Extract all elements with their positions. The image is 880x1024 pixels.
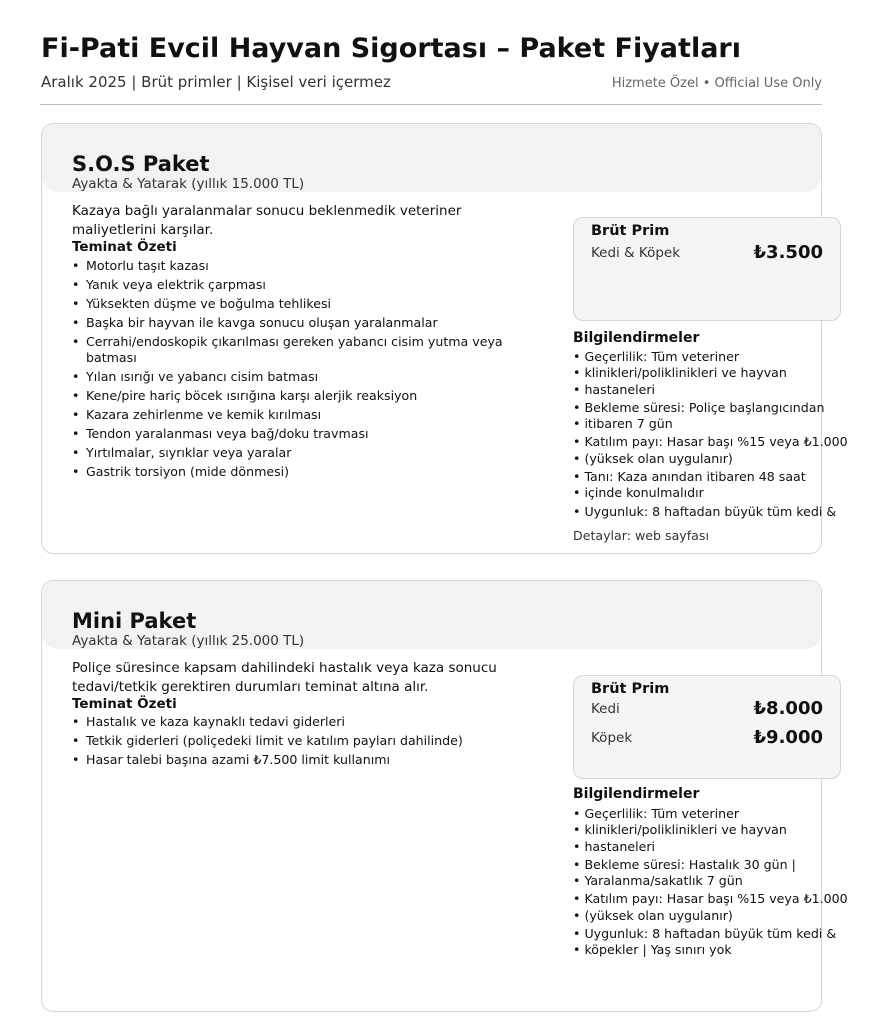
price-value: ₺9.000 xyxy=(753,727,823,748)
list-item: • Yılan ısırığı ve yabancı cisim batması xyxy=(72,369,542,385)
price-value: ₺8.000 xyxy=(753,698,823,719)
list-item: • Yüksekten düşme ve boğulma tehlikesi xyxy=(72,296,542,312)
price-label: Kedi & Köpek xyxy=(591,244,681,261)
list-item: • köpekler | Yaş sınırı yok xyxy=(573,942,863,958)
list-item: • Yanık veya elektrik çarpması xyxy=(72,277,542,293)
coverage-list xyxy=(72,258,542,483)
list-item: • içinde konulmalıdır xyxy=(573,485,863,501)
package-description: Poliçe süresince kapsam dahilindeki hastalık veya kaza sonucu tedavi/tetkik gerektiren durumları teminat altına alır. xyxy=(72,660,497,695)
header-divider xyxy=(40,104,822,105)
list-item: • Bekleme süresi: Hastalık 30 gün | xyxy=(573,857,863,873)
package-card-mini xyxy=(41,580,848,1012)
list-item: • Geçerlilik: Tüm veteriner xyxy=(573,806,863,822)
price-label: Kedi xyxy=(591,700,620,717)
package-card-sos xyxy=(41,123,848,554)
price-box xyxy=(573,217,841,321)
info-list xyxy=(573,806,863,959)
package-name: Mini Paket xyxy=(72,609,197,633)
info-title: Bilgilendirmeler xyxy=(573,330,700,346)
list-item: • Tanı: Kaza anından itibaren 48 saat xyxy=(573,469,863,485)
page-title: Fi-Pati Evcil Hayvan Sigortası – Paket Fiyatları xyxy=(41,33,741,64)
price-row xyxy=(591,242,823,263)
price-row xyxy=(591,698,823,719)
list-item: • hastaneleri xyxy=(573,839,863,855)
list-item: • Katılım payı: Hasar başı %15 veya ₺1.000 xyxy=(573,434,863,450)
list-item: • Kene/pire hariç böcek ısırığına karşı alerjik reaksiyon xyxy=(72,388,542,404)
list-item: • Başka bir hayvan ile kavga sonucu oluşan yaralanmalar xyxy=(72,315,542,331)
list-item: • hastaneleri xyxy=(573,382,863,398)
package-description: Kazaya bağlı yaralanmalar sonucu beklenmedik veteriner maliyetlerini karşılar. xyxy=(72,203,462,238)
list-item: • Tetkik giderleri (poliçedeki limit ve katılım payları dahilinde) xyxy=(72,733,542,749)
info-list xyxy=(573,349,863,520)
package-subtitle: Ayakta & Yatarak (yıllık 25.000 TL) xyxy=(72,633,305,649)
list-item: • Motorlu taşıt kazası xyxy=(72,258,542,274)
list-item: • Yırtılmalar, sıyrıklar veya yaralar xyxy=(72,445,542,461)
package-name: S.O.S Paket xyxy=(72,152,210,176)
coverage-title: Teminat Özeti xyxy=(72,239,177,255)
list-item: • Cerrahi/endoskopik çıkarılması gereken yabancı cisim yutma veya batması xyxy=(72,334,542,366)
price-row xyxy=(591,727,823,748)
info-title: Bilgilendirmeler xyxy=(573,786,700,802)
list-item: • Tendon yaralanması veya bağ/doku travması xyxy=(72,426,542,442)
list-item: • Katılım payı: Hasar başı %15 veya ₺1.000 xyxy=(573,891,863,907)
list-item: • Bekleme süresi: Poliçe başlangıcından xyxy=(573,400,863,416)
list-item: • Uygunluk: 8 haftadan büyük tüm kedi & xyxy=(573,504,863,520)
list-item: • Geçerlilik: Tüm veteriner xyxy=(573,349,863,365)
details-link[interactable]: Detaylar: web sayfası xyxy=(573,528,709,543)
list-item: • Hastalık ve kaza kaynaklı tedavi giderleri xyxy=(72,714,542,730)
list-item: • Gastrik torsiyon (mide dönmesi) xyxy=(72,464,542,480)
list-item: • Kazara zehirlenme ve kemik kırılması xyxy=(72,407,542,423)
price-title: Brüt Prim xyxy=(591,223,670,239)
price-value: ₺3.500 xyxy=(753,242,823,263)
list-item: • Hasar talebi başına azami ₺7.500 limit kullanımı xyxy=(72,752,542,768)
list-item: • Uygunluk: 8 haftadan büyük tüm kedi & xyxy=(573,926,863,942)
page-subtitle: Aralık 2025 | Brüt primler | Kişisel veri içermez xyxy=(41,73,391,91)
classification-label: Hizmete Özel • Official Use Only xyxy=(611,76,822,91)
list-item: • itibaren 7 gün xyxy=(573,416,863,432)
list-item: • klinikleri/poliklinikleri ve hayvan xyxy=(573,822,863,838)
list-item: • klinikleri/poliklinikleri ve hayvan xyxy=(573,365,863,381)
list-item: • (yüksek olan uygulanır) xyxy=(573,451,863,467)
package-subtitle: Ayakta & Yatarak (yıllık 15.000 TL) xyxy=(72,176,305,192)
coverage-title: Teminat Özeti xyxy=(72,696,177,712)
price-box xyxy=(573,675,841,779)
price-label: Köpek xyxy=(591,729,633,746)
list-item: • (yüksek olan uygulanır) xyxy=(573,908,863,924)
price-title: Brüt Prim xyxy=(591,681,670,697)
list-item: • Yaralanma/sakatlık 7 gün xyxy=(573,873,863,889)
coverage-list xyxy=(72,714,542,771)
